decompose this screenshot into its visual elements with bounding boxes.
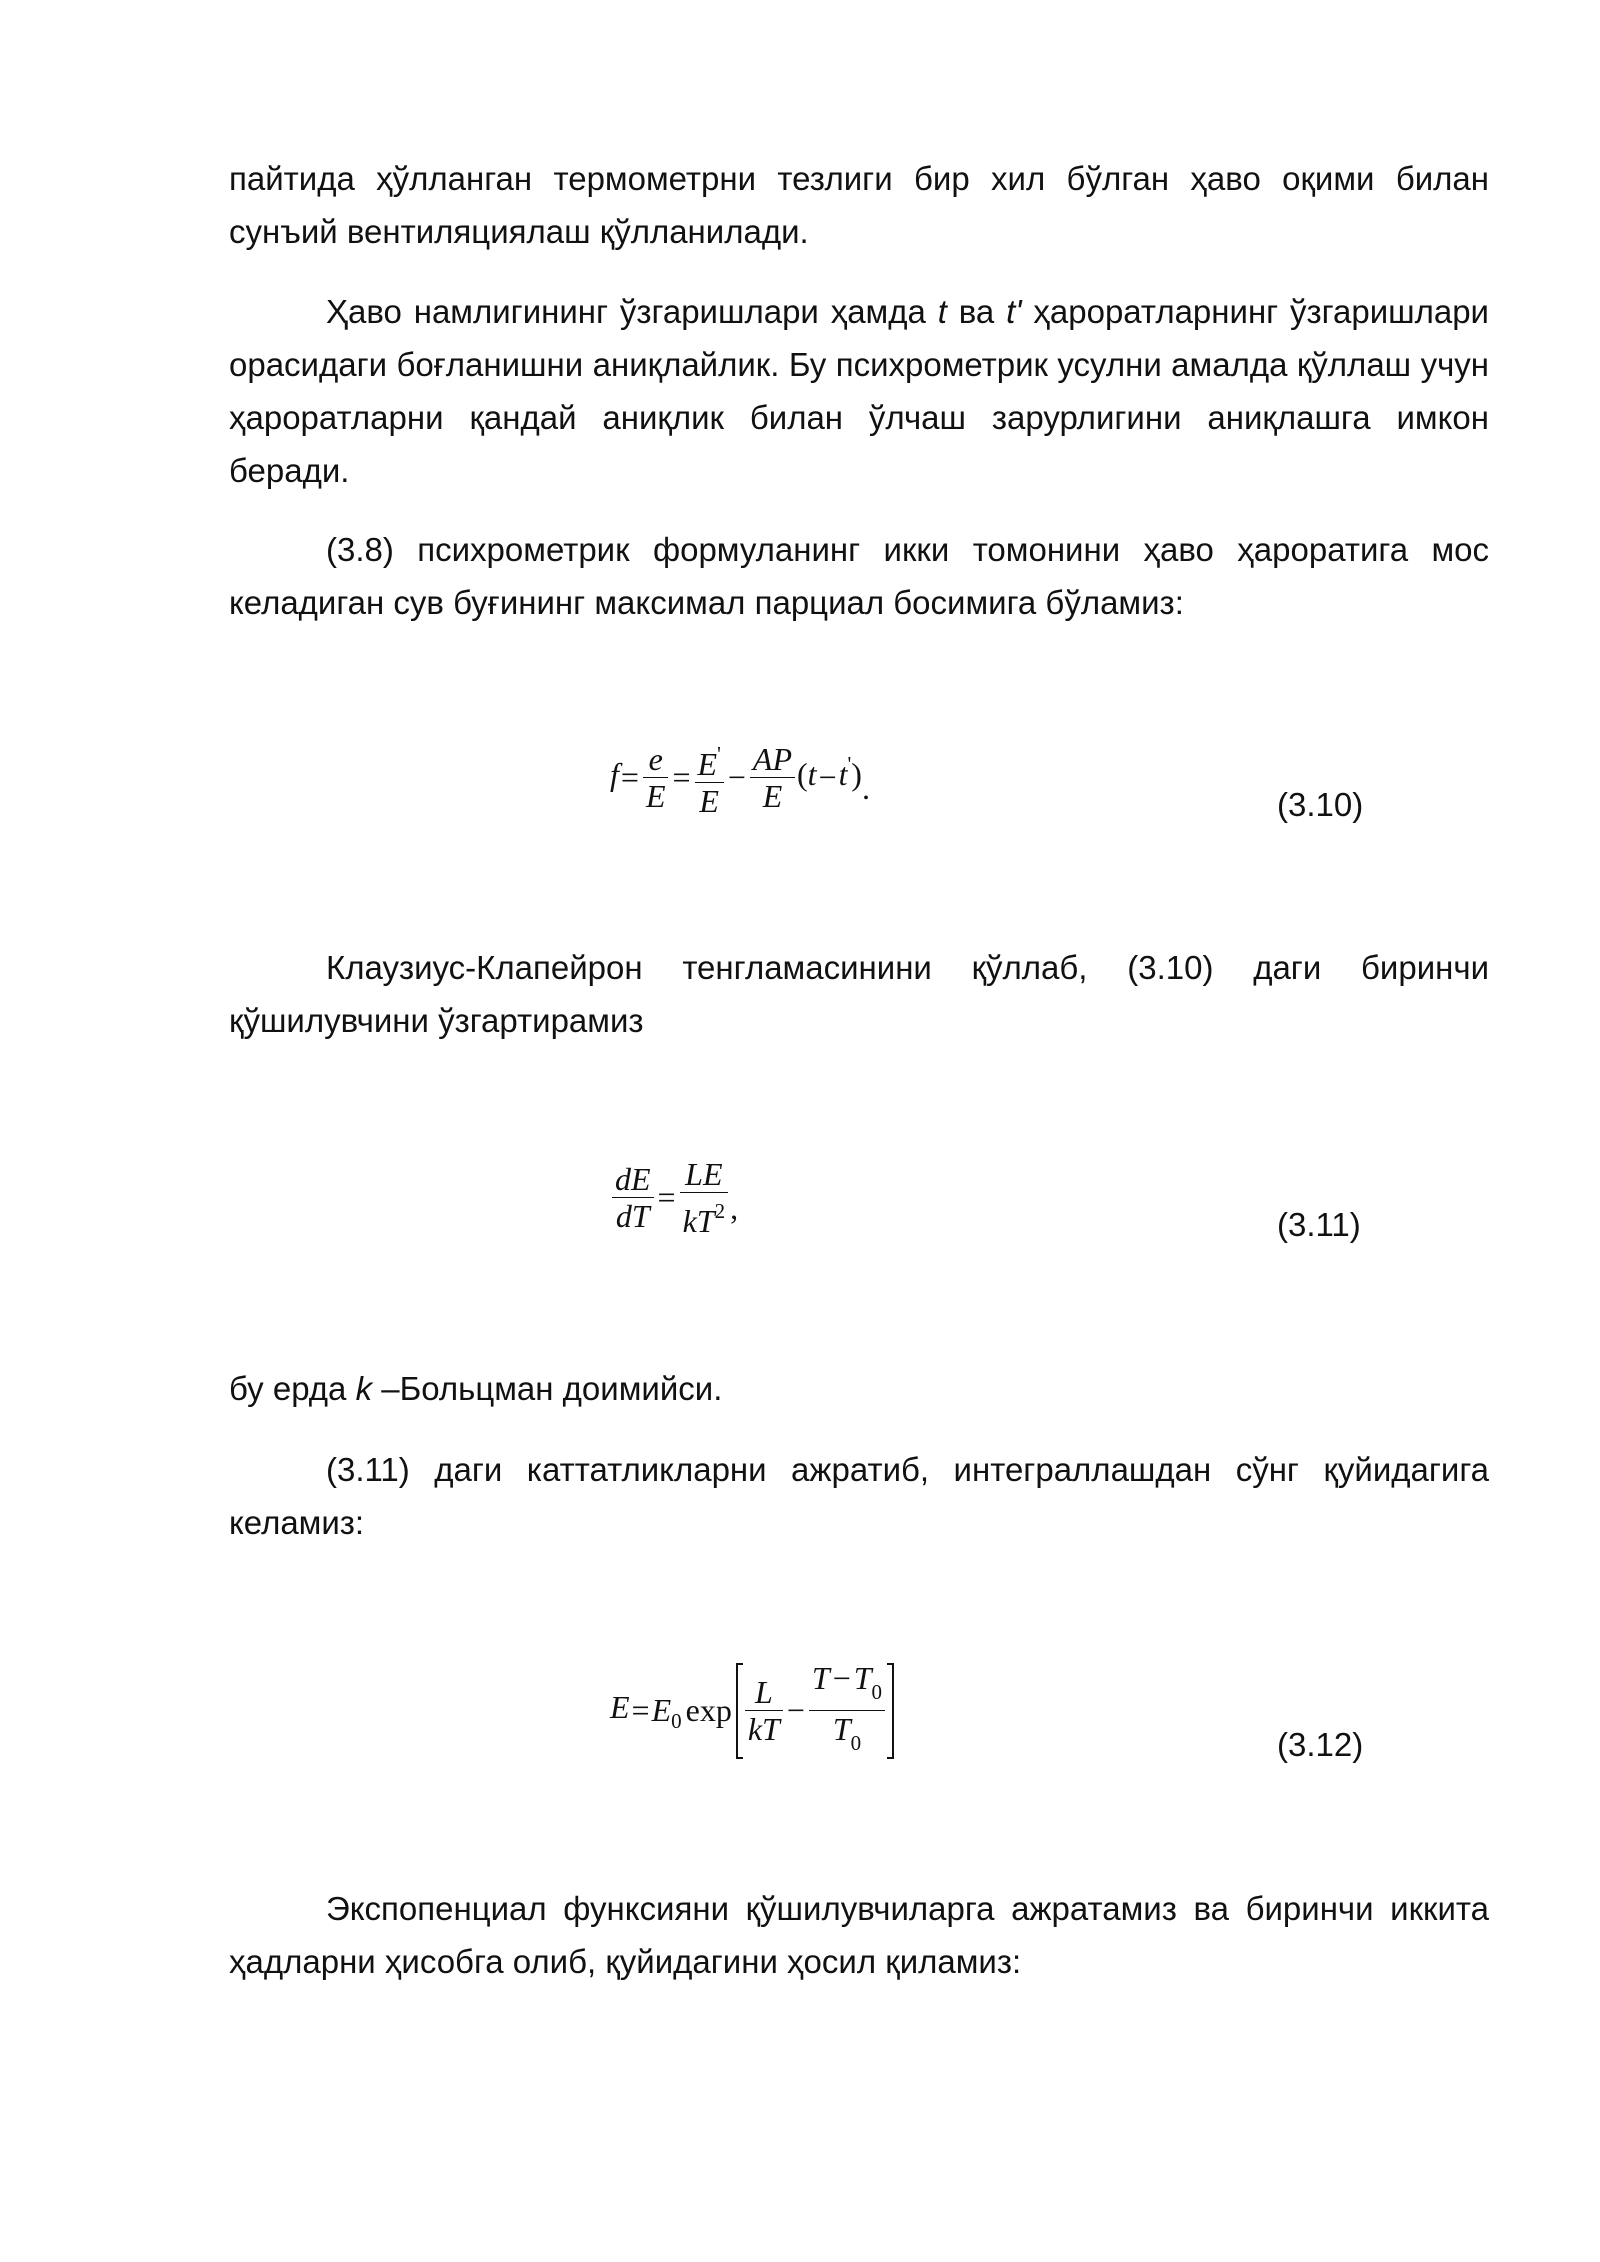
paragraph-clausius-clapeyron: Клаузиус-Клапейрон тенгламасинини қўллаб, (3.10) даги биринчи қўшилувчини ўзгартирамиз (229, 949, 1489, 1039)
denominator (809, 1711, 885, 1761)
paragraph-ventilation: пайтида ҳўлланган термометрни тезлиги бир хил бўлган ҳаво оқими билан сунъий вентиляциялаш қўлланилади. (229, 160, 1489, 250)
formula-comma: , (730, 1189, 739, 1226)
denominator: E (645, 778, 666, 814)
formula-term: t (807, 755, 817, 792)
formula-term: f (610, 755, 619, 792)
paragraph-divide-formula: (3.8) психрометрик формуланинг икки томонини ҳаво ҳароратига мос келадиган сув буғининг максимал парциал босимига бўламиз: (229, 531, 1489, 621)
numerator: dE (612, 1161, 654, 1198)
denominator-term: kT (682, 1203, 715, 1239)
numerator (809, 1660, 885, 1711)
paragraph-humidity-relation (229, 285, 1489, 497)
paragraph-text: бу ерда (229, 1370, 356, 1407)
paren-open: ( (797, 755, 808, 792)
denominator (680, 1193, 729, 1239)
fraction (750, 741, 795, 814)
formula-term: t (838, 755, 848, 792)
numerator: AP (750, 741, 795, 778)
equals-sign: = (657, 1179, 676, 1215)
bracket-left (736, 1663, 743, 1759)
equals-sign: = (620, 759, 639, 795)
minus-sign: − (786, 1692, 805, 1728)
paragraph-text: ва (946, 293, 1007, 330)
fraction (809, 1660, 885, 1761)
prime-mark: ' (847, 751, 852, 776)
variable-k: k (355, 1370, 373, 1407)
denominator: E (699, 783, 719, 819)
equation-number-3-11: (3.11) (1277, 1206, 1361, 1243)
prime-mark: ' (717, 742, 721, 766)
paragraph-text: Ҳаво намлигининг ўзгаришлари ҳамда (326, 293, 938, 330)
formula-term: E (651, 1692, 672, 1728)
numerator-term: T (811, 1660, 830, 1696)
formula-3-10 (610, 736, 870, 819)
fraction (612, 1161, 654, 1234)
minus-sign: − (818, 759, 837, 795)
numerator: e (643, 741, 669, 778)
formula-3-12 (610, 1660, 894, 1761)
paren-close: ) (851, 755, 862, 792)
exp-function: exp (685, 1692, 732, 1728)
subscript: 0 (850, 1731, 862, 1755)
paragraph-exponential-expansion: Экспопенциал функсияни қўшилувчиларга ажратамиз ва биринчи иккита ҳадларни ҳисобга олиб, қуйидагини ҳосил қиламиз: (229, 1890, 1489, 1980)
formula-3-11 (610, 1156, 738, 1239)
paragraph-text: –Больцман доимийси. (372, 1370, 723, 1407)
variable-t: t (937, 293, 947, 330)
variable-t-prime: t' (1006, 293, 1022, 330)
numerator: L (745, 1674, 783, 1711)
paragraph-text: ҳароратларнинг ўзгаришлари орасидаги боғланишни аниқлайлик. Бу психрометрик усулни амалда қўллаш учун ҳароратларни қандай аниқлик билан ўлчаш зарурлигини аниқлашга имкон беради. (229, 293, 1489, 489)
minus-sign: − (832, 1660, 851, 1696)
fraction (680, 1156, 729, 1239)
formula-term: E (610, 1688, 630, 1725)
numerator-term: E (697, 746, 718, 782)
bracket-right (887, 1663, 894, 1759)
denominator: dT (615, 1198, 650, 1234)
minus-sign: − (727, 759, 746, 795)
paragraph-boltzmann (229, 1362, 1489, 1415)
formula-period: . (861, 769, 870, 806)
equation-number-3-12: (3.12) (1277, 1726, 1364, 1763)
numerator (695, 736, 724, 783)
numerator: LE (680, 1156, 729, 1193)
subscript: 0 (671, 1708, 682, 1733)
numerator-term: T (853, 1660, 872, 1696)
exponent: 2 (714, 1199, 726, 1223)
denominator-term: T (832, 1711, 851, 1747)
denominator: E (762, 778, 783, 814)
fraction (745, 1674, 783, 1747)
equals-sign: = (631, 1692, 650, 1728)
equation-number-3-10: (3.10) (1277, 786, 1364, 823)
fraction (695, 736, 724, 819)
denominator: kT (747, 1711, 780, 1747)
equals-sign: = (672, 759, 691, 795)
paragraph-integration: (3.11) даги каттатликларни ажратиб, интеграллашдан сўнг қуйидагига келамиз: (229, 1451, 1489, 1541)
subscript: 0 (871, 1680, 883, 1704)
fraction (643, 741, 669, 814)
